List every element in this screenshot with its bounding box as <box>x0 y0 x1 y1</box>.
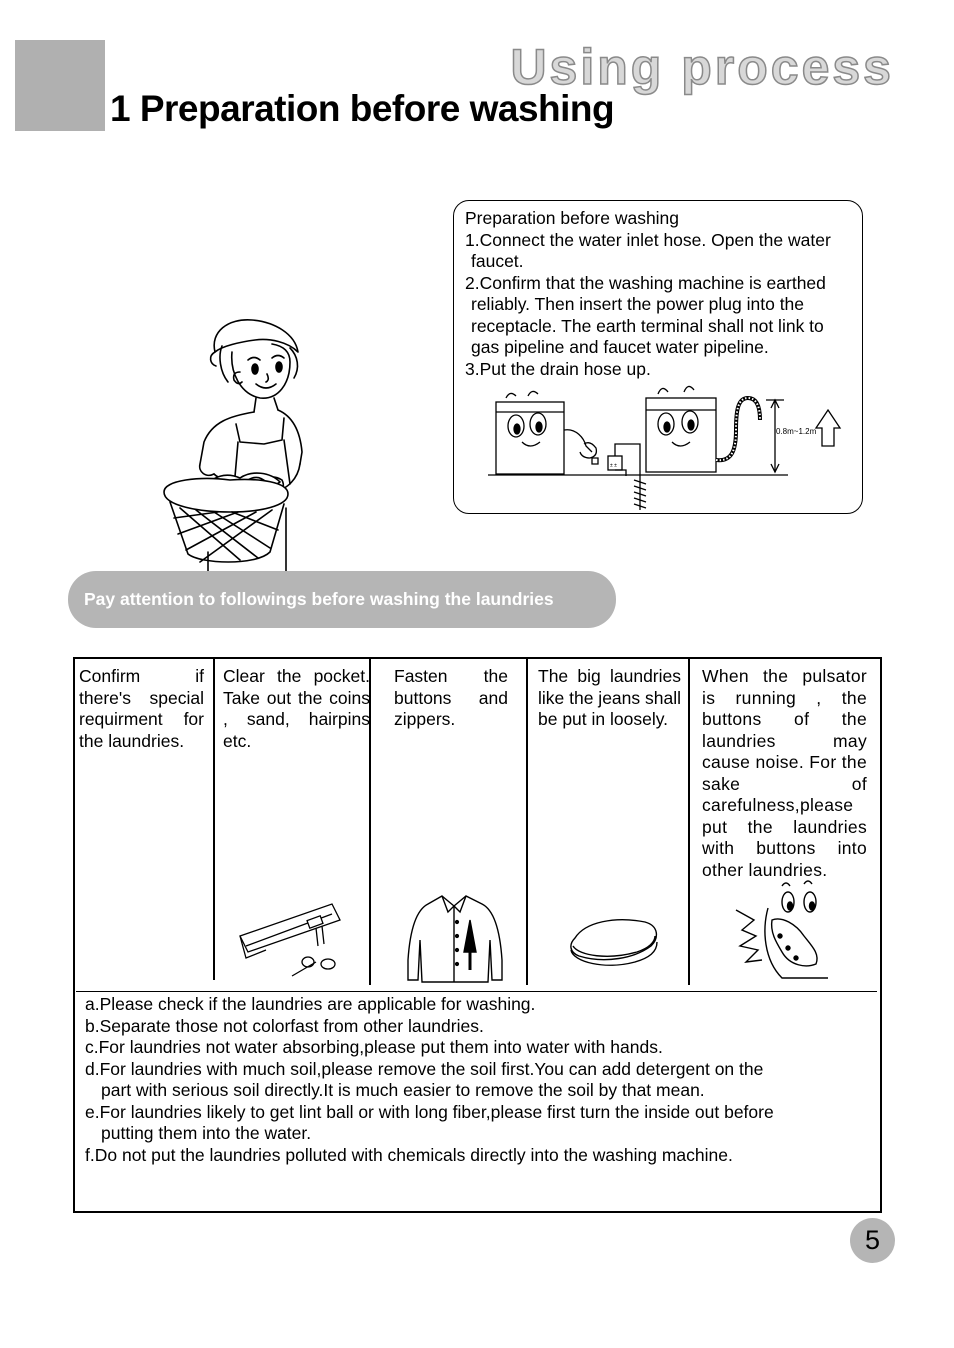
step-2-cont-3: gas pipeline and faucet water pipeline. <box>471 337 769 357</box>
step-3: 3.Put the drain hose up. <box>465 358 651 379</box>
column-divider-3 <box>526 659 528 985</box>
chapter-title: Using process <box>510 39 894 95</box>
section-title: 1 Preparation before washing <box>110 88 615 129</box>
note-e: e.For laundries likely to get lint ball or with long fiber,please first turn the inside out before <box>85 1101 774 1122</box>
svg-text:± ±: ± ± <box>610 463 617 469</box>
column-5-text: When the pulsator is running , the buttons of the laundries may cause noise. For the sake of carefulness,please put the laundries with buttons into other laundries. <box>702 666 867 880</box>
column-4-text: The big laundries like the jeans shall be put in loosely. <box>538 666 681 729</box>
washing-notes <box>85 994 875 1166</box>
step-2-cont-1: reliably. Then insert the power plug into the <box>471 294 805 314</box>
column-3-text: Fasten the buttons and zippers. <box>394 666 508 729</box>
note-c: c.For laundries not water absorbing,please put them into water with hands. <box>85 1037 663 1057</box>
woman-with-basket-illustration <box>160 312 310 574</box>
step-2-cont-2: receptacle. The earth terminal shall not link to <box>471 315 824 336</box>
step-2: 2.Confirm that the washing machine is earthed <box>465 272 826 293</box>
step-1-cont: faucet. <box>471 251 524 271</box>
page-number: 5 <box>850 1218 895 1263</box>
preparation-heading: Preparation before washing <box>465 208 680 228</box>
note-a: a.Please check if the laundries are applicable for washing. <box>85 994 536 1014</box>
washing-machine-setup-diagram <box>488 380 848 515</box>
note-b: b.Separate those not colorfast from other laundries. <box>85 1015 484 1036</box>
header-gray-block <box>15 40 105 131</box>
noisy-buttons-icon <box>732 880 832 984</box>
folded-jeans-icon <box>565 912 661 974</box>
note-d: d.For laundries with much soil,please remove the soil first.You can add detergent on the <box>85 1058 764 1079</box>
preparation-instructions <box>465 208 855 380</box>
column-2-text: Clear the pocket. Take out the coins , sand, hairpins etc. <box>223 666 370 751</box>
column-divider-4 <box>688 659 690 985</box>
pocket-with-coins-icon <box>236 900 346 980</box>
note-f: f.Do not put the laundries polluted with chemicals directly into the washing machine. <box>85 1144 733 1165</box>
attention-banner: Pay attention to followings before washing the laundries <box>68 571 616 628</box>
table-row-divider <box>76 991 877 992</box>
step-1: 1.Connect the water inlet hose. Open the water <box>465 229 831 250</box>
note-d-cont: part with serious soil directly.It is much easier to remove the soil by that mean. <box>101 1080 705 1100</box>
column-1-text: Confirm if there's special requirment for the laundries. <box>79 666 204 751</box>
column-divider-1 <box>213 659 215 980</box>
height-label: 0.8m~1.2m <box>776 427 817 436</box>
shirt-with-buttons-icon <box>402 890 508 985</box>
note-e-cont: putting them into the water. <box>101 1123 312 1143</box>
